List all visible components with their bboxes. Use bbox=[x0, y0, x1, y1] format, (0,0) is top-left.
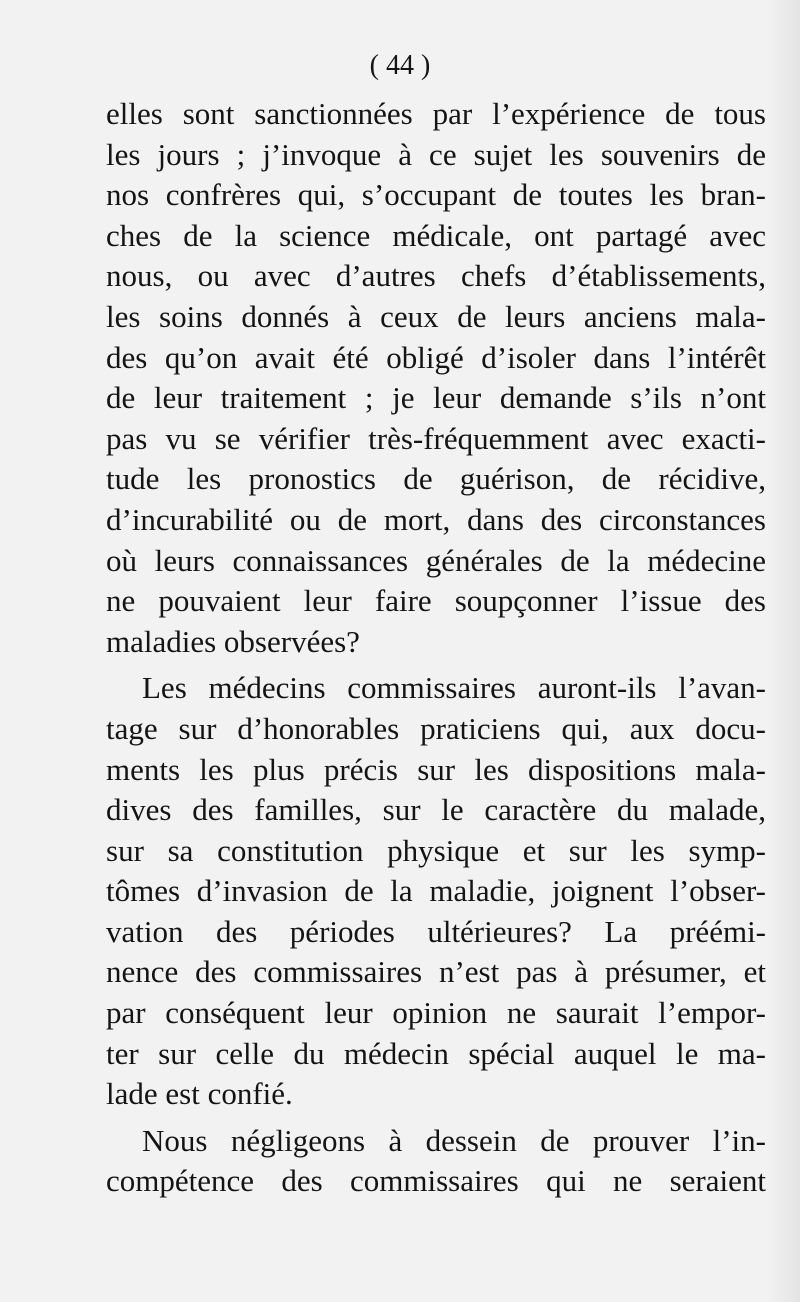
body-text bbox=[106, 94, 766, 1202]
text-line: ments les plus précis sur les dispositions mala- bbox=[106, 751, 766, 787]
text-line: ter sur celle du médecin spécial auquel le ma- bbox=[106, 1035, 766, 1071]
text-line: ches de la science médicale, ont partagé avec bbox=[106, 217, 766, 253]
text-line: sur sa constitution physique et sur les symp- bbox=[106, 832, 766, 868]
text-line: nos confrères qui, s’occupant de toutes les bran- bbox=[106, 177, 766, 213]
page-number: ( 44 ) bbox=[369, 50, 431, 81]
text-line: les soins donnés à ceux de leurs anciens mala- bbox=[106, 298, 766, 334]
text-line: de leur traitement ; je leur demande s’ils n’ont bbox=[106, 380, 766, 416]
text-line: nence des commissaires n’est pas à présumer, et bbox=[106, 954, 766, 990]
text-line: compétence des commissaires qui ne seraient bbox=[106, 1163, 766, 1199]
text-line: d’incurabilité ou de mort, dans des circonstances bbox=[106, 501, 766, 537]
paragraph bbox=[106, 94, 766, 662]
text-line: tude les pronostics de guérison, de récidive, bbox=[106, 461, 766, 497]
text-line: maladies observées? bbox=[106, 623, 360, 659]
text-line: vation des périodes ultérieures? La préémi- bbox=[106, 913, 766, 949]
text-line: Nous négligeons à dessein de prouver l’in- bbox=[142, 1122, 766, 1158]
text-line: elles sont sanctionnées par l’expérience de tous bbox=[106, 96, 766, 131]
text-line: Les médecins commissaires auront-ils l’avan- bbox=[142, 670, 766, 706]
text-line: des qu’on avait été obligé d’isoler dans l’intérêt bbox=[106, 339, 766, 375]
paragraph bbox=[106, 668, 766, 1115]
text-line: tômes d’invasion de la maladie, joignent l’obser- bbox=[106, 873, 766, 909]
text-line: pas vu se vérifier très-fréquemment avec exacti- bbox=[106, 420, 766, 456]
text-line: les jours ; j’invoque à ce sujet les souvenirs de bbox=[106, 136, 766, 172]
page-edge-shadow bbox=[766, 0, 800, 1302]
text-line: ne pouvaient leur faire soupçonner l’issue des bbox=[106, 583, 766, 619]
text-line: par conséquent leur opinion ne saurait l’empor- bbox=[106, 995, 766, 1031]
paragraph bbox=[106, 1121, 766, 1202]
text-line: où leurs connaissances générales de la médecine bbox=[106, 542, 766, 578]
text-line: lade est confié. bbox=[106, 1076, 293, 1112]
text-line: dives des familles, sur le caractère du malade, bbox=[106, 792, 766, 828]
text-line: nous, ou avec d’autres chefs d’établissements, bbox=[106, 258, 766, 294]
text-line: tage sur d’honorables praticiens qui, aux docu- bbox=[106, 710, 766, 746]
